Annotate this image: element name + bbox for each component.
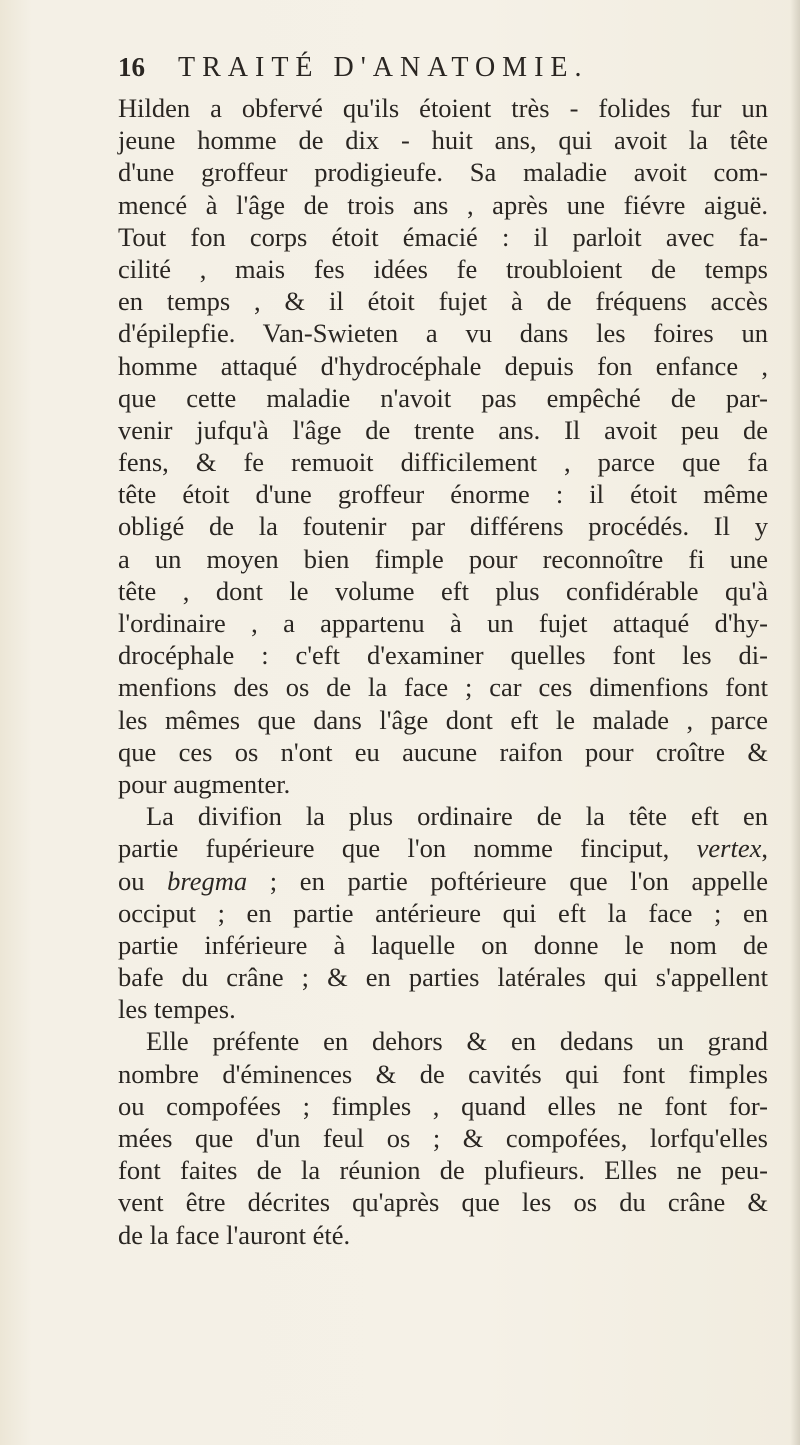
text-line: partie inférieure à laquelle on donne le nom de [118,929,768,960]
text-line: que cette maladie n'avoit pas empêché de par- [118,382,768,413]
text-line: jeune homme de dix - huit ans, qui avoit la tête [118,125,768,156]
page-number: 16 [118,52,145,82]
text-line: fens, & fe remuoit difficilement , parce que fa [118,447,768,478]
page-edge-shadow [790,0,800,1445]
text-line: partie fupérieure que l'on nomme finciput, vertex, [118,833,769,864]
italic-term: vertex [696,833,762,864]
text-line: que ces os n'ont eu aucune raifon pour croître & [118,736,768,767]
text-line: mencé à l'âge de trois ans , après une fiévre aiguë. [118,189,768,220]
text-line: l'ordinaire , a appartenu à un fujet attaqué d'hy- [118,608,768,638]
italic-term: bregma [167,865,248,896]
text-line: tête , dont le volume eft plus confidérable qu'à [118,575,768,606]
text-line: occiput ; en partie antérieure qui eft la face ; en [118,897,768,928]
text-line: de la face l'auront été. [118,1219,351,1250]
text-line: Tout fon corps étoit émacié : il parloit avec fa- [118,221,768,252]
text-line [118,865,768,897]
text-line: vent être décrites qu'après que les os du crâne & [118,1187,768,1218]
text-line: bafe du crâne ; & en parties latérales qui s'appellent [118,962,768,993]
text-line: nombre d'éminences & de cavités qui font fimples [118,1058,768,1089]
text-line: font faites de la réunion de plufieurs. Elles ne peu- [118,1155,768,1186]
text-fragment: ou [118,865,145,896]
text-line: tête étoit d'une groffeur énorme : il étoit même [118,479,768,510]
text-line: homme attaqué d'hydrocéphale depuis fon enfance , [118,350,768,381]
running-head: TRAITÉ D'ANATOMIE. [178,52,589,83]
text-line: les tempes. [118,994,236,1025]
text-line: Elle préfente en dehors & en dedans un grand [146,1026,768,1057]
body-text [118,92,768,1251]
text-line: en temps , & il étoit fujet à de fréquens accès [118,286,768,317]
text-line: drocéphale : c'eft d'examiner quelles font les di- [118,640,768,671]
text-line: menfions des os de la face ; car ces dimenfions font [118,672,768,703]
text-line: a un moyen bien fimple pour reconnoître fi une [118,543,768,574]
text-fragment: ; en partie poftérieure que l'on appelle [269,865,769,896]
text-line: venir jufqu'à l'âge de trente ans. Il avoit peu de [118,414,768,445]
text-line: pour augmenter. [118,768,291,799]
text-line: mées que d'un feul os ; & compofées, lorfqu'elles [118,1123,768,1153]
text-line: Hilden a obfervé qu'ils étoient très - folides fur un [118,93,768,123]
text-line: ou compofées ; fimples , quand elles ne font for- [118,1090,768,1121]
text-line: cilité , mais fes idées fe troubloient de temps [118,253,768,284]
text-fragment: partie fupérieure que l'on nomme finciput, [118,833,670,864]
text-line: La divifion la plus ordinaire de la tête eft en [146,801,768,832]
text-line: d'épilepfie. Van-Swieten a vu dans les foires un [118,318,768,349]
page-header [118,52,758,92]
text-line: d'une groffeur prodigieufe. Sa maladie avoit com- [118,157,768,188]
text-line: les mêmes que dans l'âge dont eft le malade , parce [118,704,768,735]
text-line: obligé de la foutenir par différens procédés. Il y [118,511,768,542]
